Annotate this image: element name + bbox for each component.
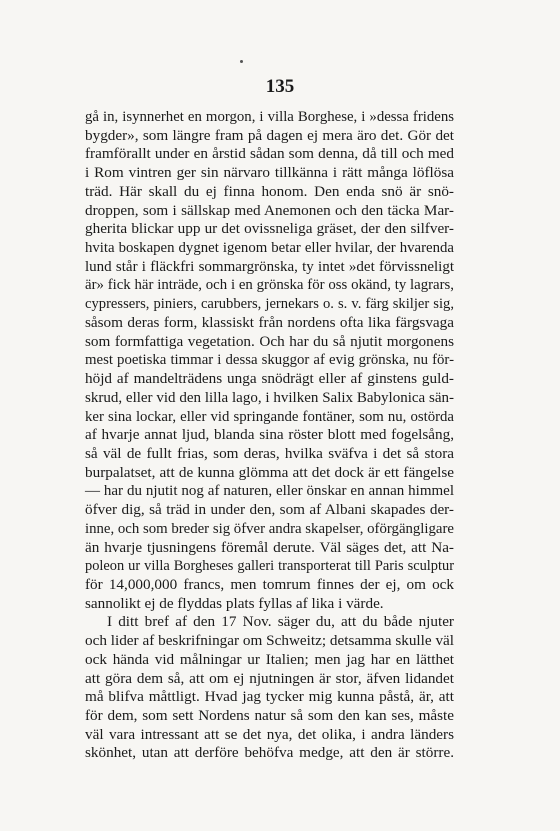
text-line: poleon ur villa Borgheses galleri transporterat till Paris sculptur <box>85 558 454 575</box>
text-line: af hvarje annat ljud, blanda sina röster blott med fogelsång, <box>85 426 454 444</box>
text-line: gherita blickar upp ur det ovissneliga gräset, der den silfver- <box>85 220 454 238</box>
body-text <box>85 108 454 763</box>
text-line: I ditt bref af den 17 Nov. säger du, att du både njuter <box>107 613 454 631</box>
text-line: må blifva måttligt. Hvad jag tycker mig kunna påstå, är, att <box>85 688 454 706</box>
text-line: som formfattiga vegetation. Och har du så njutit morgonens <box>85 332 454 350</box>
text-line: mest poetiska timmar i dessa skuggor af evig grönska, nu för- <box>85 352 454 369</box>
text-line: hvita boskapen dygnet igenom betar eller hvilar, der hvarenda <box>85 240 454 257</box>
text-line: droppen, som i sällskap med Anemonen och den täcka Mar- <box>85 201 454 219</box>
text-line: — har du njutit nog af naturen, eller önskar en annan himmel <box>85 483 454 500</box>
text-line: ock hända vid målningar ur Italien; men jag har en lätthet <box>85 650 454 668</box>
text-line: skrud, eller vid den lilla lago, i hvilken Salix Babylonica sän- <box>85 389 454 406</box>
text-line: öfver dig, så träd in under den, som af Albani skapades der- <box>85 501 454 519</box>
text-line: väl vara intressant att se det nya, det olika, i andra länders <box>85 725 454 743</box>
text-line: för 14,000,000 francs, men tomrum finnes der ej, om ock <box>85 575 454 593</box>
text-line: träd. Här skall du ej finna honom. Den enda snö är snö- <box>85 182 454 200</box>
text-line: ker sina lockar, eller vid springande fontäner, som nu, ostörda <box>85 408 454 425</box>
text-line: för dem, som sett Nordens natur så som den kan ses, måste <box>85 707 454 724</box>
text-line: höjd af mandelträdens unga snödrägt eller af ginstens guld- <box>85 370 454 388</box>
text-line: att göra dem så, att om ej njutningen är stor, äfven lidandet <box>85 669 454 687</box>
page-number: 135 <box>265 76 295 97</box>
text-line: är» fick här inträde, och i en grönska för oss okänd, ty lagrars, <box>85 277 454 294</box>
text-line: cypressers, piniers, carubbers, jernekars o. s. v. färg skiljer sig, <box>85 296 454 313</box>
ink-speck <box>240 60 243 63</box>
text-line: sannolikt ej de flyddas plats fyllas af lika i värde. <box>85 594 384 612</box>
text-line: framförallt under en årstid sådan som denna, då till och med <box>85 145 454 163</box>
text-line: gå in, isynnerhet en morgon, i villa Borghese, i »dessa fridens <box>85 109 454 125</box>
text-line: än hvarje tjusningens föremål derute. Väl säges det, att Na- <box>85 538 454 556</box>
text-line: såsom deras form, klassiskt från nordens ofta lika färgsvaga <box>85 313 454 331</box>
text-line: inne, och som breder sig öfver andra skapelser, oförgängligare <box>85 520 454 537</box>
text-line: i Rom vintren ger sin närvaro tillkänna i rätt många löflösa <box>85 164 454 182</box>
text-line: skönhet, utan att derföre behöfva medge, att den är större. <box>85 744 454 762</box>
text-line: bygder», som längre fram på dagen ej mera äro det. Gör det <box>85 126 454 144</box>
text-line: burpalatset, att de kunna glömma att det dock är ett fängelse <box>85 463 454 481</box>
text-line: så väl de fullt frias, som deras, hvilka sväfva i det så stora <box>85 444 454 462</box>
text-line: och lider af beskrifningar om Schweitz; detsamma skulle väl <box>85 632 454 650</box>
text-line: lund står i fläckfri sommargrönska, ty intet »det förvissneligt <box>85 258 454 275</box>
